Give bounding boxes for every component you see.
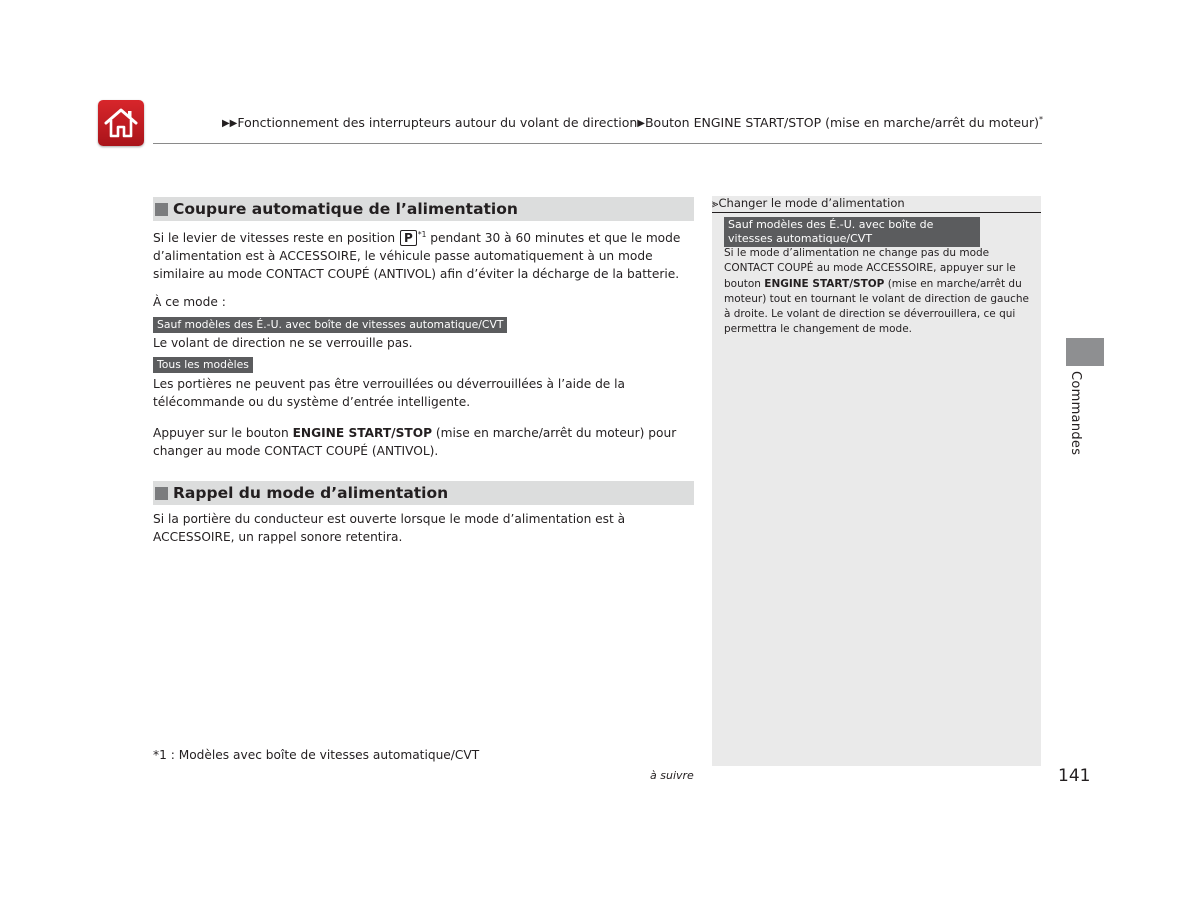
paragraph-reminder: Si la portière du conducteur est ouverte lorsque le mode d’alimentation est à ACCESSOIRE, un rappel sonore retentira. — [153, 512, 626, 544]
continue-indicator: à suivre — [650, 769, 694, 782]
section-title: Coupure automatique de l’alimentation — [173, 200, 518, 218]
side-tab-marker[interactable] — [1066, 338, 1104, 366]
paragraph-press-button — [153, 424, 698, 460]
engine-start-stop-label: ENGINE START/STOP — [764, 277, 885, 290]
model-tag-except-us: Sauf modèles des É.-U. avec boîte de vitesses automatique/CVT — [153, 317, 507, 333]
text: (mise en marche/arrêt du moteur) tout en tournant le volant de direction de gauche à droite. Le volant de direction se déverrouillera, ce qui permettra le changement de mode. — [724, 277, 1029, 336]
text: (mise en marche/arrêt du moteur) pour changer au mode CONTACT COUPÉ (ANTIVOL). — [153, 426, 677, 458]
section-square-icon — [155, 203, 168, 216]
text: pendant 30 à 60 minutes et que le mode d’alimentation est à ACCESSOIRE, le véhicule passe automatiquement à un mode similaire au mode CONTACT COUPÉ (ANTIVOL) afin d’éviter la décharge de la batterie. — [153, 231, 681, 281]
breadcrumb — [150, 115, 1043, 130]
footnote-ref: *1 — [417, 230, 427, 239]
footnote: *1 : Modèles avec boîte de vitesses automatique/CVT — [153, 748, 480, 762]
section-title: Rappel du mode d’alimentation — [173, 484, 449, 502]
park-position-key: P — [400, 230, 417, 246]
page-number: 141 — [1058, 766, 1091, 786]
text: Si le mode d’alimentation ne change pas du mode CONTACT COUPÉ au mode ACCESSOIRE, appuyer sur le bouton — [724, 247, 1016, 290]
note-title[interactable] — [712, 196, 905, 211]
home-icon — [103, 106, 139, 140]
model-tag-all-models: Tous les modèles — [153, 357, 253, 373]
home-button[interactable] — [98, 100, 144, 146]
breadcrumb-separator: ▶ — [637, 118, 645, 129]
text: Si le levier de vitesses reste en position — [153, 231, 400, 245]
breadcrumb-current[interactable]: Bouton ENGINE START/STOP (mise en marche/arrêt du moteur) — [644, 115, 1039, 130]
note-link-icon: ⪢ — [712, 196, 719, 210]
note-title-text: Changer le mode d’alimentation — [718, 196, 905, 210]
breadcrumb-link-switches[interactable]: Fonctionnement des interrupteurs autour du volant de direction — [237, 115, 638, 130]
header-divider — [153, 143, 1042, 144]
paragraph-doors: Les portières ne peuvent pas être verrouillées ou déverrouillées à l’aide de la télécommande ou du système d’entrée intelligente. — [153, 377, 626, 409]
paragraph-in-this-mode: À ce mode : — [153, 295, 226, 309]
engine-start-stop-label: ENGINE START/STOP — [292, 426, 433, 440]
breadcrumb-marker: * — [1039, 115, 1043, 124]
text: Appuyer sur le bouton — [153, 426, 293, 440]
breadcrumb-arrows: ▶▶ — [221, 118, 238, 129]
section-square-icon — [155, 487, 168, 500]
section-heading-power-mode-reminder — [153, 481, 694, 505]
paragraph-auto-power-off — [153, 226, 698, 283]
note-model-tag: Sauf modèles des É.-U. avec boîte de vitesses automatique/CVT — [724, 217, 980, 247]
note-divider — [712, 212, 1041, 213]
side-tab-label[interactable]: Commandes — [1068, 371, 1083, 456]
paragraph-steering-not-locked: Le volant de direction ne se verrouille pas. — [153, 336, 413, 350]
section-heading-auto-power-off — [153, 197, 694, 221]
note-body — [724, 246, 1032, 338]
